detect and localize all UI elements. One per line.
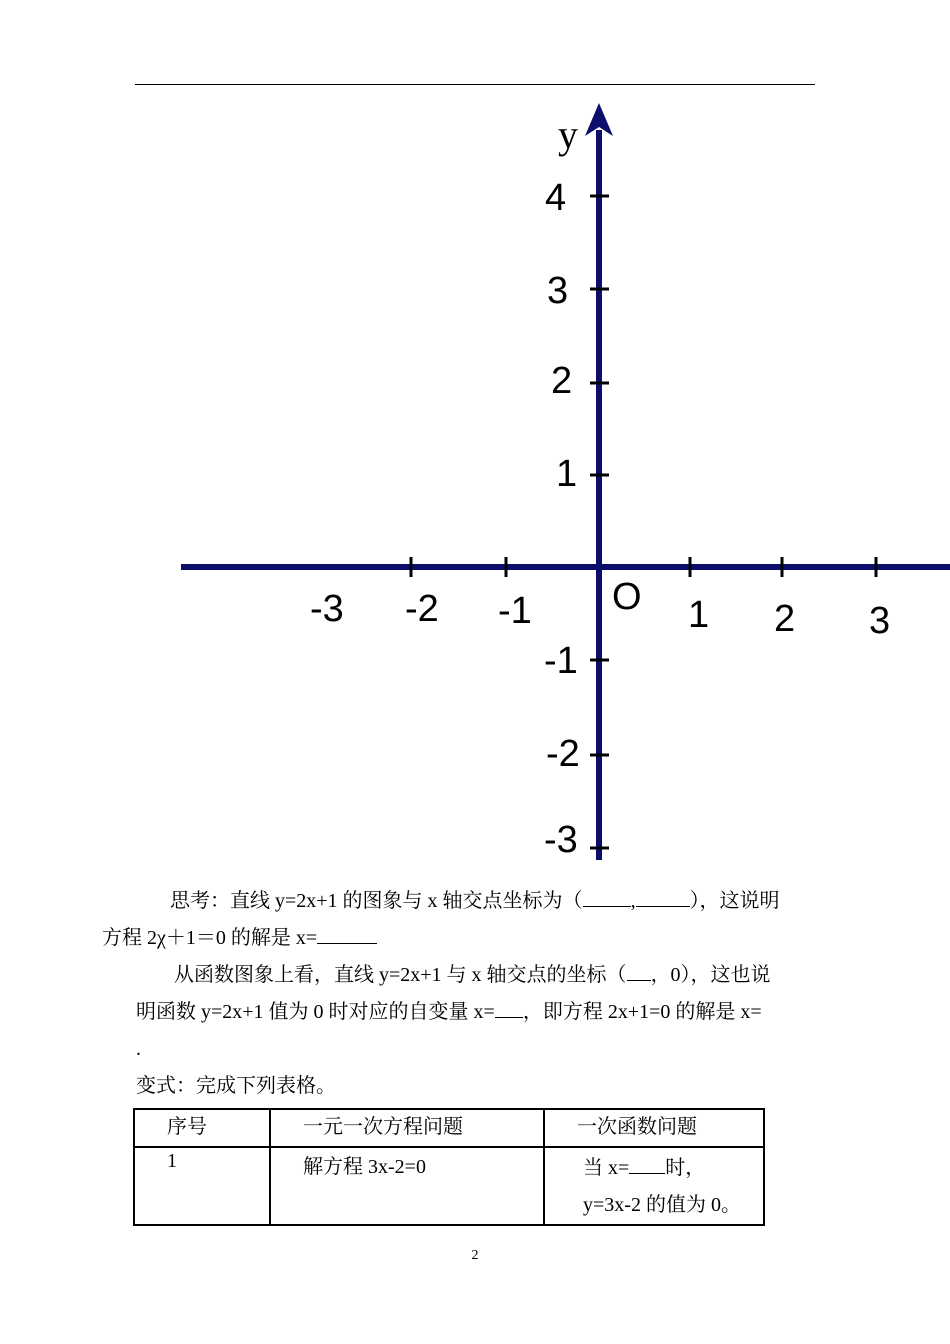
exercise-table [133,1108,765,1226]
func-prefix: 当 x= [583,1157,630,1179]
from-graph-prefix: 从函数图象上看，直线 y=2x+1 与 x 轴交点的坐标（ [174,964,627,986]
blank-solution[interactable] [317,923,377,944]
variant-line: 变式：完成下列表格。 [136,1075,336,1097]
y-tick-label: -2 [546,733,580,775]
y-axis-name: y [558,112,578,157]
header-equation: 一元一次方程问题 [270,1109,544,1147]
blank-function-x[interactable] [629,1153,665,1174]
func-line2: y=3x-2 的值为 0。 [583,1194,741,1216]
origin-label: O [612,576,642,618]
think-paragraph [102,883,816,957]
think-prefix: 思考：直线 y=2x+1 的图象与 x 轴交点坐标为（ [170,890,583,912]
row-equation: 解方程 3x-2=0 [270,1147,544,1225]
x-tick-label: 1 [688,594,710,636]
blank-x-coordinate[interactable] [583,886,631,907]
row-index: 1 [134,1147,270,1225]
y-tick-label: 4 [545,177,567,219]
eq-prefix: 方程 2χ＋1＝0 的解是 x= [102,927,318,949]
blank-y-coordinate[interactable] [636,886,690,907]
table-header-row [134,1109,764,1147]
think-sep: , [630,890,636,912]
y-tick-label: 2 [551,360,573,402]
y-tick-label: 1 [556,453,578,495]
func-suffix: 时， [665,1157,706,1179]
header-function: 一次函数问题 [544,1109,764,1147]
blank-intersection-x[interactable] [627,960,651,981]
table-row [134,1147,764,1225]
x-tick-label: -2 [405,588,439,630]
y-tick-label: -3 [544,819,578,861]
explain-prefix: 明函数 y=2x+1 值为 0 时对应的自变量 x= [136,1001,495,1023]
x-tick-label: 2 [774,598,796,640]
x-tick-label: -3 [310,588,344,630]
explain-suffix: ，即方程 2x+1=0 的解是 x= [522,1001,762,1023]
trailing-dot: . [136,1038,141,1060]
from-graph-mid: ，0），这也说 [650,964,771,986]
header-index: 序号 [134,1109,270,1147]
y-tick-label: -1 [544,640,578,682]
row-function [544,1147,764,1225]
graph-paragraph [136,957,816,1068]
y-tick-label: 3 [547,270,569,312]
blank-variable-x[interactable] [495,997,523,1018]
x-tick-label: -1 [498,590,532,632]
x-tick-label: 3 [869,600,891,642]
page-number: 2 [471,1248,479,1263]
think-suffix: ），这说明 [689,890,780,912]
